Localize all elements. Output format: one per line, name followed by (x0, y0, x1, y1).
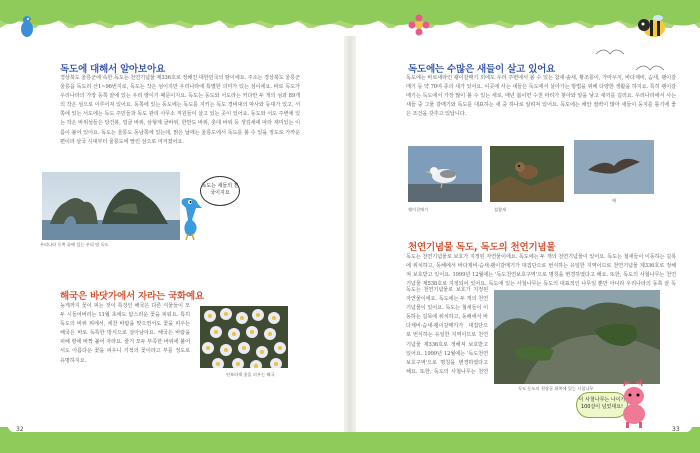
haeguk-flower-photo (200, 306, 288, 368)
cliff-photo-caption: 독도 동도의 천장굴 위쪽에 있는 사철나무 (518, 386, 594, 391)
speech-bubble-right: 이 사철나무는 나이가 100살이 넘었대요! (576, 392, 628, 418)
dokdo-island-photo (42, 172, 180, 240)
falcon-caption: 매 (612, 198, 617, 203)
page-number-right: 33 (672, 426, 680, 433)
book-gutter (344, 36, 356, 432)
seagulls-icon (592, 40, 672, 84)
falcon-photo (574, 140, 654, 194)
gull-caption: 괭이갈매기 (408, 207, 429, 212)
sparrow-photo (490, 146, 564, 202)
gull-photo (408, 146, 482, 202)
paragraph-haeguk: 늦게까지 꽃이 피는 것이 특징인 해국은 다른 식물들이 모두 시들어버리는 11월 초에도 탐스러운 꽃을 피워요. 특히 독도의 바위 위에서, 세찬 바람을 맞으면서도 꽃을 피우는 해국은 바로 독특한 방식으로 살아남아요. 해국은 바람을 피해 땅에 바짝 붙어 자라요. 줄기 모두 부족한 바위에 붙어서도 아름다운 꽃을 피우니 기적의 꽃이라고 부를 정도로 유명하지요. (60, 303, 190, 364)
paragraph-natural-monument-column: 독도는 천연기념물로 보호가 지정된 자연물이에요. 독도에는 두 개의 천연기념물이 있어요. 독도는 철새들이 이동하는 길목에 위치하고, 동해에서 바다제비·슴새·괭이갈매기가 대집단으로 번식하는 유일한 지역이므로 천연기념물 제336호로 정해져 보호받고 있어요. 1999년 12월에는 '독도천연보호구역'으로 명칭을 변경하였다고 해요. 또한, 독도의 사철나무는 천연 (406, 287, 488, 375)
speech-bubble-left: 독도는 새들의 천국이지요 (200, 176, 240, 206)
section-heading-haeguk: 해국은 바닷가에서 자라는 국화예요 (60, 291, 204, 302)
paragraph-natural-monument-intro: 독도는 천연기념물로 보호가 지정된 자연물이에요. 독도에는 두 개의 천연기념물이 있어요. 독도는 철새들이 이동하는 길목에 위치하고, 동해에서 바다제비·슴새·괭이갈매기가 대집단으로 번식하는 유일한 지역이므로 천연기념물 제336호로 정해져 보호받고 있어요. 1999년 12월에는 '독도천연보호구역'으로 명칭을 변경하였다고 해요. 또한, 독도의 사철나무는 천연기념물 제538호로 지정되어 있어요. 독도에 있는 사철나무는 독도의 대표적인 나무일 뿐만 아니라 우리나라의 동쪽 끝 독 (406, 254, 676, 287)
dokdo-photo-caption: 우리나라 동쪽 끝에 있는 우리 땅 독도 (40, 242, 109, 247)
pink-deer-character-icon (614, 380, 654, 428)
haeguk-photo-caption: 연보라색 꽃을 피우는 해국 (226, 372, 275, 377)
section-heading-birds: 독도에는 수많은 새들이 살고 있어요 (408, 64, 556, 75)
paragraph-about-dokdo: 경상북도 울릉군에 속한 독도는 천연기념물 제336호로 정해진 대한민국의 땅이에요. 주소는 경상북도 울릉군 울릉읍 독도리 산1~96번지로, 독도는 작은 섬이지만 우리나라에 특별한 의미가 있는 섬이에요. 바로 독도가 우리나라의 가장 동쪽 끝에 있는 우리 땅이기 때문이지요. 독도는 동도와 서도라는 커다란 두 개의 섬과 89개의 작은 섬으로 이루어져 있어요. 동쪽에 있는 동도에는 독도를 지키는 독도 경비대의 막사와 등대가 있고, 서쪽에 있는 서도에는 독도 주민들과 독도 관리 사무소 직원들이 살고 있는 곳이 있어요. 동도와 서도 주변에 있는 작은 바위섬들은 탕건봉, 얼굴 바위, 삼형제 굴바위, 한반도 바위, 촛대 바위 등 생김새에 따라 재미있는 이름이 붙어 있어요. 독도는 울릉도 동남쪽에 있는데, 맑은 날에는 울릉도에서 독도를 볼 수 있을 정도로 가까운 편이라 삼국 시대부터 울릉도에 딸린 섬으로 여겨졌어요. (60, 75, 300, 145)
pink-flower-icon (408, 14, 430, 36)
paragraph-birds: 독도에는 바로새라인 괭이갈매기 외에도 우리 주변에서 볼 수 있는 참새·솔새, 황조롱이, 가마우지, 바다제비, 슴새, 괭이갈매기 등 약 70여 종의 새가 있어요. 이곳에 사는 새들은 독도에서 살아가는 방법을 위해 다양한 생활을 하지요. 특히 괭이갈매기는 독도에서 가장 많이 볼 수 있는 새로, 매년 봄이면 수천 마리가 찾아와 알을 낳고 새끼를 길러요. 우리나라에서 사는 새들 중 그물 갈매기와 독도를 대표하는 새 중 하나로 알려져 있어요. 독도에는 해안 절벽이 많아 새들이 둥지를 틀기에 좋은 조건을 갖추고 있답니다. (406, 75, 676, 118)
spindle-tree-cliff-photo (494, 290, 660, 384)
grass-top-decoration (0, 0, 700, 40)
blue-bird-character-icon (178, 196, 204, 240)
bee-character-icon (632, 12, 672, 42)
section-heading-natural-monument: 천연기념물 독도, 독도의 천연기념물 (408, 242, 556, 253)
section-heading-about-dokdo: 독도에 대해서 알아보아요 (60, 64, 165, 75)
sparrow-caption: 섬참새 (494, 207, 507, 212)
blue-bird-icon (14, 14, 40, 40)
page-number-left: 32 (16, 426, 24, 433)
